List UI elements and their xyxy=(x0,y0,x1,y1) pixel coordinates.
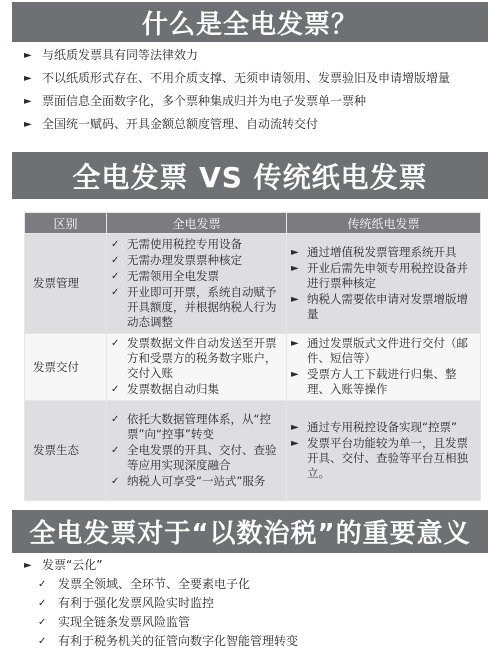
ct-cell: ► 通过专用税控设备实现“控票” ► 发票平台功能较为单一，且发票开具、交付、查验等平台互相独立。 xyxy=(287,401,481,501)
comparison-table xyxy=(24,212,481,501)
check-icon: ✓ xyxy=(38,617,47,628)
ct-cell: ► 通过发票版式文件进行交付（邮件、短信等） ► 受票方人工下载进行归集、整理、入账等操作 xyxy=(287,334,481,401)
check-icon: ✓ xyxy=(111,338,120,349)
triangle-bullet-icon: ► xyxy=(291,293,299,305)
check-icon: ✓ xyxy=(111,238,120,250)
triangle-bullet-icon: ► xyxy=(24,73,32,84)
list-item: ✓ 有利于强化发票风险实时监控 xyxy=(38,596,215,610)
list-item: ► 票面信息全面数字化，多个票种集成归并为电子发票单一票种 xyxy=(24,94,367,108)
column-header: 区别 xyxy=(25,213,107,234)
list-item: ► 发票“云化” xyxy=(24,558,103,572)
check-icon: ✓ xyxy=(38,636,47,647)
list-item: ► 全国统一赋码、开具金额总额度管理、自动流转交付 xyxy=(24,117,319,131)
triangle-bullet-icon: ► xyxy=(291,262,299,274)
column-header: 传统纸电发票 xyxy=(287,213,481,234)
triangle-bullet-icon: ► xyxy=(24,50,32,61)
qd-cell: ✓ 发票数据文件自动发送至开票方和受票方的税务数字账户，交付入账 ✓ 发票数据自动归集 xyxy=(107,334,287,401)
check-icon: ✓ xyxy=(111,475,120,487)
triangle-bullet-icon: ► xyxy=(291,437,299,449)
list-item: ✓ 实现全链条发票风险监管 xyxy=(38,615,191,629)
check-icon: ✓ xyxy=(111,254,120,266)
section2-title: 全电发票 VS 传统纸电发票 xyxy=(12,152,488,199)
check-icon: ✓ xyxy=(111,413,120,425)
list-item: ► 不以纸质形式存在、不用介质支撑、无须申请领用、发票验旧及申请增版增量 xyxy=(24,71,451,85)
check-icon: ✓ xyxy=(111,286,120,298)
list-item: ✓ 发票全领域、全环节、全要素电子化 xyxy=(38,577,251,591)
table-row xyxy=(25,234,481,334)
significance-bullet-list xyxy=(24,558,486,653)
intro-bullet-list xyxy=(24,48,486,140)
section1-title: 什么是全电发票？ xyxy=(12,2,488,42)
triangle-bullet-icon: ► xyxy=(24,560,32,571)
list-item: ► 与纸质发票具有同等法律效力 xyxy=(24,48,199,62)
triangle-bullet-icon: ► xyxy=(24,96,32,107)
check-icon: ✓ xyxy=(38,579,47,590)
triangle-bullet-icon: ► xyxy=(291,421,299,433)
table-row xyxy=(25,401,481,501)
list-item: ✓ 有利于税务机关的征管向数字化智能管理转变 xyxy=(38,634,299,648)
check-icon: ✓ xyxy=(38,598,47,609)
row-label: 发票交付 xyxy=(25,334,107,401)
qd-cell: ✓ 依托大数据管理体系，从“控票”向“控事”转变 ✓ 全电发票的开具、交付、查验等应用实现深度融合 ✓ 纳税人可享受“一站式”服务 xyxy=(107,401,287,501)
row-label: 发票生态 xyxy=(25,401,107,501)
triangle-bullet-icon: ► xyxy=(291,369,299,380)
table-header-row xyxy=(25,213,481,234)
triangle-bullet-icon: ► xyxy=(291,338,299,349)
check-icon: ✓ xyxy=(111,270,120,282)
check-icon: ✓ xyxy=(111,384,120,395)
qd-cell: ✓ 无需使用税控专用设备 ✓ 无需办理发票票种核定 ✓ 无需领用全电发票 ✓ 开业即可开票，系统自动赋予开具额度，并根据纳税人行为动态调整 xyxy=(107,234,287,334)
triangle-bullet-icon: ► xyxy=(291,246,299,258)
triangle-bullet-icon: ► xyxy=(24,119,32,130)
table-row xyxy=(25,334,481,401)
section3-title: 全电发票对于“以数治税”的重要意义 xyxy=(12,510,488,553)
ct-cell: ► 通过增值税发票管理系统开具 ► 开业后需先申领专用税控设备并进行票种核定 ► 纳税人需要依申请对发票增版增量 xyxy=(287,234,481,334)
column-header: 全电发票 xyxy=(107,213,287,234)
check-icon: ✓ xyxy=(111,444,120,456)
row-label: 发票管理 xyxy=(25,234,107,334)
